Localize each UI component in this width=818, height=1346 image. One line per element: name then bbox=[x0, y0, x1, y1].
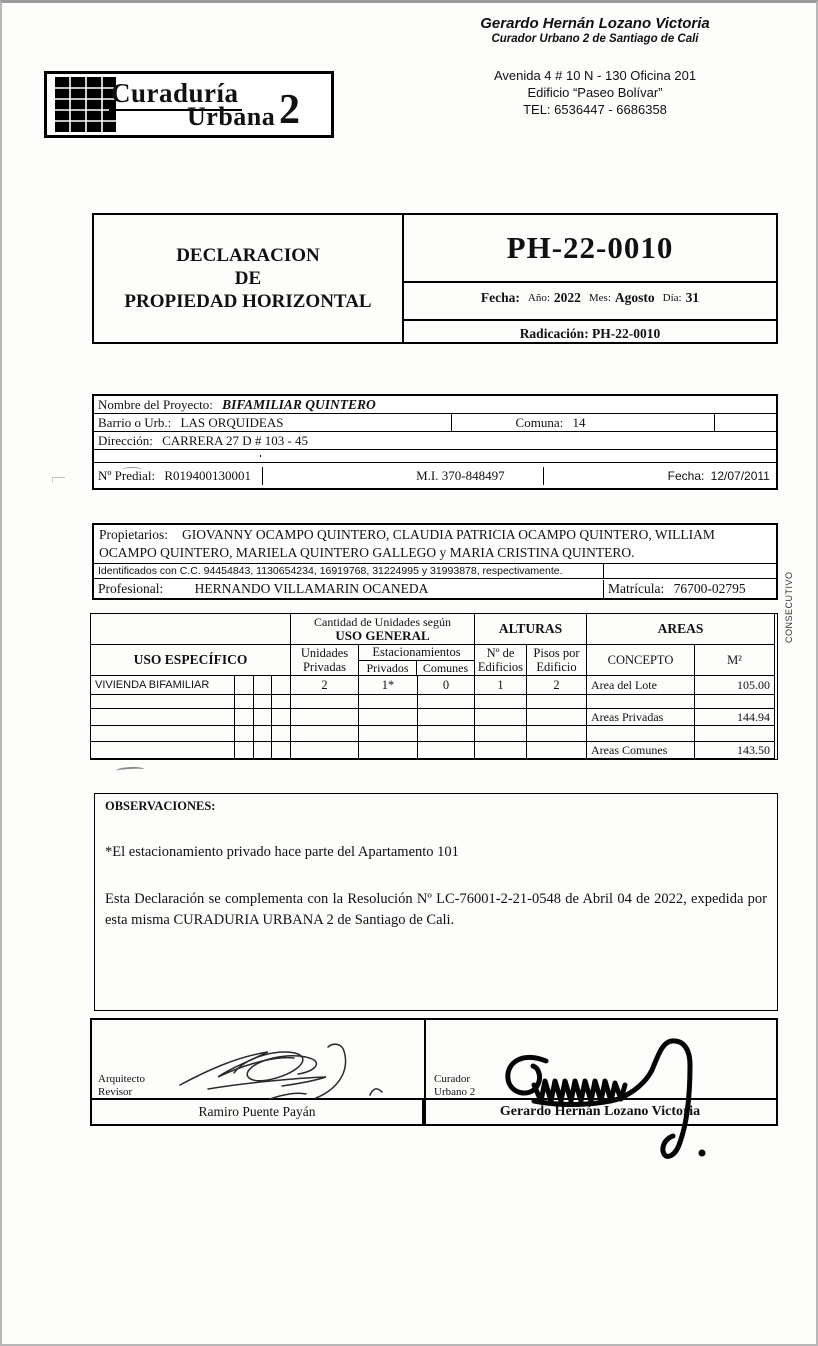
col-privados: Privados bbox=[359, 661, 417, 676]
concepto-cell: Area del Lote bbox=[587, 676, 695, 695]
table-row bbox=[94, 579, 776, 598]
table-row bbox=[94, 396, 776, 414]
unidades-cell: 2 bbox=[291, 676, 359, 695]
concepto-cell: Areas Comunes bbox=[587, 742, 695, 759]
table-row bbox=[94, 414, 776, 432]
title-block bbox=[92, 213, 778, 344]
matricula-value: 76700-02795 bbox=[673, 580, 746, 596]
fecha-label: Fecha: bbox=[480, 290, 520, 305]
profesional-value: HERNANDO VILLAMARIN OCANEDA bbox=[194, 580, 429, 596]
curator-title: Curador Urbano 2 de Santiago de Cali bbox=[491, 33, 699, 45]
document-title: DECLARACION DE PROPIEDAD HORIZONTAL bbox=[94, 215, 404, 342]
curator-letterhead bbox=[427, 15, 763, 118]
table-row bbox=[94, 525, 776, 564]
consecutivo-side-label: CONSECUTIVO bbox=[784, 571, 794, 643]
logo-grid-icon bbox=[55, 77, 116, 132]
dia-label: Día: bbox=[662, 292, 682, 304]
col-concepto: CONCEPTO bbox=[587, 645, 695, 676]
header-alturas: ALTURAS bbox=[475, 614, 587, 645]
owners-table bbox=[92, 523, 778, 600]
col-comunes: Comunes bbox=[422, 660, 469, 675]
edificios-cell: 1 bbox=[475, 676, 527, 695]
mes-value: Agosto bbox=[614, 290, 655, 305]
observaciones-box bbox=[94, 793, 778, 1011]
logo-word-urbana: Urbana bbox=[187, 102, 276, 131]
uso-cell bbox=[91, 709, 235, 726]
logo-number: 2 bbox=[279, 87, 300, 133]
matricula-label: Matrícula: bbox=[607, 580, 665, 596]
barrio-label: Barrio o Urb.: bbox=[98, 414, 172, 430]
comunes-cell: 0 bbox=[418, 676, 475, 695]
curator-phone: TEL: 6536447 - 6686358 bbox=[523, 102, 667, 117]
uso-cell bbox=[91, 695, 235, 709]
mes-label: Mes: bbox=[588, 292, 611, 304]
project-name-label: Nombre del Proyecto: bbox=[98, 396, 213, 412]
identificados-text: Identificados con C.C. 94454843, 1130654234, 16919768, 31224995 y 31993878, respectivamente. bbox=[94, 564, 604, 578]
table-row bbox=[94, 432, 776, 450]
curaduria-logo bbox=[44, 71, 334, 138]
project-name-value: BIFAMILIAR QUINTERO bbox=[222, 396, 376, 412]
scan-artifact bbox=[116, 766, 144, 773]
direccion-value: CARRERA 27 D # 103 - 45 bbox=[162, 432, 309, 448]
predial-value: R019400130001 bbox=[164, 467, 252, 483]
predial-label: Nº Predial: bbox=[98, 467, 156, 483]
col-num-edificios: Nº de Edificios bbox=[475, 645, 527, 676]
col-estacionamientos: Estacionamientos Privados Comunes bbox=[359, 645, 475, 676]
m2-cell: 143.50 bbox=[695, 742, 775, 759]
logo-word-curaduria: Curaduría bbox=[109, 78, 242, 111]
profesional-label: Profesional: bbox=[98, 580, 164, 596]
col-unidades-privadas: Unidades Privadas bbox=[291, 645, 359, 676]
right-signer-name: Gerardo Hernán Lozano Victoria bbox=[499, 1104, 701, 1119]
scan-artifact bbox=[122, 467, 142, 472]
comuna-label: Comuna: bbox=[515, 414, 564, 430]
uso-cell bbox=[91, 742, 235, 759]
comuna-value: 14 bbox=[572, 414, 586, 430]
concepto-cell: Areas Privadas bbox=[587, 709, 695, 726]
header-areas: AREAS bbox=[587, 614, 775, 645]
curator-address-line2: Edificio “Paseo Bolívar” bbox=[527, 85, 663, 100]
curator-name: Gerardo Hernán Lozano Victoria bbox=[480, 15, 710, 32]
header-cantidad-unidades: Cantidad de Unidades según USO GENERAL bbox=[291, 614, 475, 645]
direccion-label: Dirección: bbox=[98, 432, 153, 448]
signatures-block bbox=[90, 1018, 778, 1126]
left-signer-role: Arquitecto Revisor bbox=[98, 1073, 146, 1098]
left-signer-name: Ramiro Puente Payán bbox=[92, 1100, 424, 1124]
observaciones-note-2: Esta Declaración se complementa con la Resolución Nº LC-76001-2-21-0548 de Abril 04 de 2022, expedida por esta misma CURADURIA URBANA 2 de Santiago de Cali. bbox=[105, 891, 767, 928]
col-pisos-por-edificio: Pisos por Edificio bbox=[527, 645, 587, 676]
fecha-row bbox=[404, 281, 776, 313]
project-table bbox=[92, 394, 778, 490]
m2-cell: 144.94 bbox=[695, 709, 775, 726]
stray-pen-mark bbox=[368, 1085, 384, 1097]
units-table bbox=[90, 613, 778, 760]
matricula-inmobiliaria: M.I. 370-848497 bbox=[416, 467, 505, 483]
col-m2: M² bbox=[695, 645, 775, 676]
pisos-cell: 2 bbox=[527, 676, 587, 695]
observaciones-label: OBSERVACIONES: bbox=[105, 799, 216, 813]
table-row bbox=[94, 463, 776, 488]
propietarios-value: GIOVANNY OCAMPO QUINTERO, CLAUDIA PATRICIA OCAMPO QUINTERO, WILLIAM OCAMPO QUINTERO, MARIELA QUINTERO GALLEGO y MARIA CRISTINA QUINTERO. bbox=[99, 527, 715, 560]
uso-cell: VIVIENDA BIFAMILIAR bbox=[91, 676, 235, 695]
barrio-value: LAS ORQUIDEAS bbox=[180, 414, 284, 430]
table-row bbox=[94, 564, 776, 579]
col-uso-especifico: USO ESPECÍFICO bbox=[91, 645, 291, 676]
observaciones-note-1: *El estacionamiento privado hace parte del Apartamento 101 bbox=[105, 844, 459, 860]
propietarios-label: Propietarios: bbox=[99, 527, 168, 542]
scan-artifact bbox=[52, 477, 65, 483]
predial-fecha-value: 12/07/2011 bbox=[710, 468, 770, 483]
uso-cell bbox=[91, 726, 235, 742]
table-row bbox=[94, 450, 776, 463]
ano-value: 2022 bbox=[553, 290, 581, 305]
m2-cell: 105.00 bbox=[695, 676, 775, 695]
predial-fecha-label: Fecha: bbox=[667, 468, 705, 483]
right-signer-role: Curador Urbano 2 bbox=[434, 1073, 476, 1098]
curator-address-line1: Avenida 4 # 10 N - 130 Oficina 201 bbox=[493, 68, 697, 83]
ano-label: Año: bbox=[527, 292, 550, 304]
radicacion-row: Radicación: PH-22-0010 bbox=[404, 319, 776, 346]
dia-value: 31 bbox=[685, 290, 700, 305]
privados-cell: 1* bbox=[359, 676, 418, 695]
ph-number: PH-22-0010 bbox=[506, 230, 674, 265]
signature-name-row bbox=[92, 1098, 776, 1124]
